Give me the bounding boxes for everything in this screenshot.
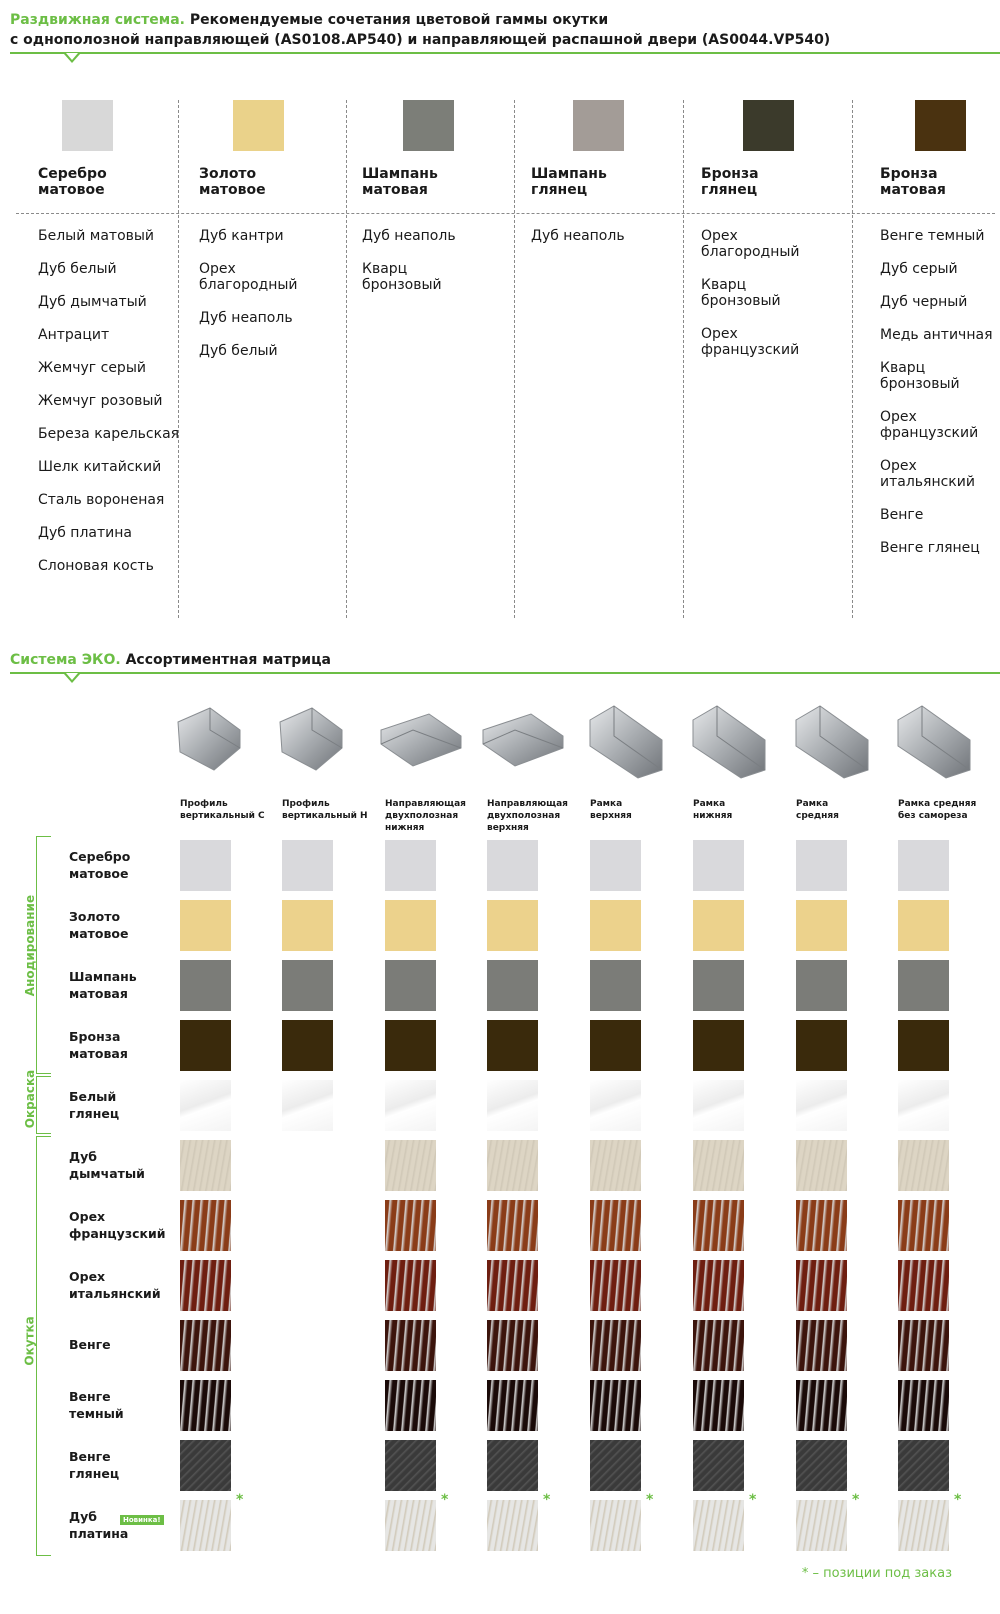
row-label: Орех французский <box>69 1209 166 1241</box>
color-cell <box>282 1080 333 1131</box>
color-cell <box>898 960 949 1011</box>
section1-notch <box>64 54 80 63</box>
list-item: Венге <box>880 507 924 523</box>
column-divider <box>852 100 853 618</box>
color-cell <box>385 840 436 891</box>
profile-label-8: Рамка средняя без самореза <box>898 799 977 821</box>
color-cell <box>693 1080 744 1131</box>
color-cell <box>385 1200 436 1251</box>
list-item: Венге глянец <box>880 540 980 556</box>
group-label-2: Окраска <box>22 1069 37 1129</box>
color-cell <box>590 1200 641 1251</box>
color-cell <box>282 1020 333 1071</box>
color-cell <box>385 1440 436 1491</box>
color-cell <box>693 1380 744 1431</box>
list-item: Дуб белый <box>38 261 117 277</box>
list-item: Орех французский <box>880 409 979 441</box>
color-cell <box>487 1200 538 1251</box>
section1-title-line1: Рекомендуемые сочетания цветовой гаммы окутки <box>189 12 609 28</box>
color-cell <box>693 1020 744 1071</box>
color-cell <box>898 1380 949 1431</box>
list-item: Жемчуг розовый <box>38 393 163 409</box>
list-item: Кварц бронзовый <box>701 277 781 309</box>
color-cell <box>487 840 538 891</box>
section1-title-line2: с однополозной направляющей (AS0108.AP540) и направляющей распашной двери (AS0044.VP540) <box>10 32 831 48</box>
profile-label-1: Профиль вертикальный С <box>180 799 265 821</box>
column-title-3: Шампань матовая <box>362 166 438 198</box>
color-cell <box>487 900 538 951</box>
column-list-4 <box>531 228 625 261</box>
order-star: * <box>749 1492 757 1508</box>
list-item: Сталь вороненая <box>38 492 165 508</box>
color-cell <box>590 1260 641 1311</box>
list-item: Кварц бронзовый <box>362 261 442 293</box>
list-item: Орех французский <box>701 326 800 358</box>
color-cell <box>898 1080 949 1131</box>
column-title-6: Бронза матовая <box>880 166 946 198</box>
color-cell <box>693 1140 744 1191</box>
swatch-1 <box>62 100 113 151</box>
list-item: Дуб платина <box>38 525 132 541</box>
row-label: Белый глянец <box>69 1089 120 1121</box>
color-cell <box>385 1380 436 1431</box>
row-label: Дуб дымчатый <box>69 1149 145 1181</box>
column-title-4: Шампань глянец <box>531 166 607 198</box>
list-item: Медь античная <box>880 327 993 343</box>
list-item: Береза карельская <box>38 426 180 442</box>
color-cell <box>796 1260 847 1311</box>
color-cell <box>590 1080 641 1131</box>
list-item: Жемчуг серый <box>38 360 146 376</box>
color-cell <box>693 1320 744 1371</box>
profile-image-1 <box>170 700 260 780</box>
color-cell <box>693 1440 744 1491</box>
color-cell <box>487 1020 538 1071</box>
color-cell <box>282 960 333 1011</box>
color-cell <box>487 1440 538 1491</box>
column-divider <box>346 100 347 618</box>
color-cell <box>590 1440 641 1491</box>
color-cell <box>796 900 847 951</box>
color-cell <box>590 1500 641 1551</box>
color-cell <box>898 1140 949 1191</box>
column-list-1 <box>38 228 179 591</box>
list-item: Дуб серый <box>880 261 958 277</box>
profile-image-3 <box>375 700 465 780</box>
color-cell <box>898 1260 949 1311</box>
group-bracket-2 <box>36 1076 51 1134</box>
list-item: Орех благородный <box>199 261 298 293</box>
row-label: Венге <box>69 1337 111 1352</box>
color-cell <box>796 1320 847 1371</box>
swatch-2 <box>233 100 284 151</box>
color-cell <box>385 1500 436 1551</box>
section2-rule <box>10 672 1000 674</box>
section2-title-rest: Ассортиментная матрица <box>125 652 331 668</box>
profile-label-7: Рамка средняя <box>796 799 839 821</box>
color-cell <box>282 900 333 951</box>
color-cell <box>487 1080 538 1131</box>
order-star: * <box>236 1492 244 1508</box>
list-item: Дуб неаполь <box>531 228 625 244</box>
color-cell <box>385 900 436 951</box>
color-cell <box>180 840 231 891</box>
section2-title <box>10 650 331 670</box>
color-cell <box>385 1320 436 1371</box>
color-cell <box>796 840 847 891</box>
color-cell <box>385 960 436 1011</box>
color-cell <box>796 1080 847 1131</box>
list-item: Дуб неаполь <box>362 228 456 244</box>
column-title-2: Золото матовое <box>199 166 266 198</box>
header-divider <box>16 213 995 214</box>
section1-title-green: Раздвижная система. <box>10 12 185 28</box>
color-cell <box>487 960 538 1011</box>
color-cell <box>796 1140 847 1191</box>
list-item: Орех благородный <box>701 228 800 260</box>
row-label: Орех итальянский <box>69 1269 161 1301</box>
order-star: * <box>543 1492 551 1508</box>
color-cell <box>180 1320 231 1371</box>
row-label: Серебро матовое <box>69 849 131 881</box>
color-cell <box>487 1380 538 1431</box>
color-cell <box>385 1020 436 1071</box>
color-cell <box>180 1500 231 1551</box>
column-divider <box>683 100 684 618</box>
column-list-3 <box>362 228 456 310</box>
swatch-6 <box>915 100 966 151</box>
color-cell <box>487 1320 538 1371</box>
color-cell <box>898 1440 949 1491</box>
color-cell <box>180 1020 231 1071</box>
color-cell <box>898 1500 949 1551</box>
swatch-3 <box>403 100 454 151</box>
color-cell <box>180 1200 231 1251</box>
profile-image-8 <box>888 700 978 780</box>
swatch-4 <box>573 100 624 151</box>
color-cell <box>796 1020 847 1071</box>
list-item: Кварц бронзовый <box>880 360 960 392</box>
color-cell <box>590 1020 641 1071</box>
column-divider <box>514 100 515 618</box>
column-list-6 <box>880 228 993 573</box>
color-cell <box>898 1020 949 1071</box>
column-title-5: Бронза глянец <box>701 166 759 198</box>
profile-image-6 <box>683 700 773 780</box>
color-cell <box>693 1260 744 1311</box>
color-cell <box>385 1140 436 1191</box>
color-cell <box>898 1320 949 1371</box>
profile-image-7 <box>786 700 876 780</box>
color-cell <box>590 900 641 951</box>
profile-image-4 <box>477 700 567 780</box>
list-item: Дуб кантри <box>199 228 284 244</box>
row-label: Бронза матовая <box>69 1029 128 1061</box>
section1-title <box>10 10 830 50</box>
profile-label-6: Рамка нижняя <box>693 799 733 821</box>
group-label-3: Окутка <box>22 1316 37 1366</box>
profile-label-3: Направляющая двухполозная нижняя <box>385 799 466 833</box>
order-star: * <box>954 1492 962 1508</box>
column-list-5 <box>701 228 800 375</box>
color-cell <box>590 840 641 891</box>
color-cell <box>590 1140 641 1191</box>
color-cell <box>898 1200 949 1251</box>
color-cell <box>487 1140 538 1191</box>
order-star: * <box>646 1492 654 1508</box>
color-cell <box>180 1140 231 1191</box>
color-cell <box>693 1200 744 1251</box>
profile-label-4: Направляющая двухполозная верхняя <box>487 799 568 833</box>
color-cell <box>180 1380 231 1431</box>
list-item: Орех итальянский <box>880 458 975 490</box>
color-cell <box>385 1080 436 1131</box>
color-cell <box>385 1260 436 1311</box>
color-cell <box>796 1380 847 1431</box>
section1-rule <box>10 52 1000 54</box>
list-item: Дуб белый <box>199 343 278 359</box>
footnote: * – позиции под заказ <box>801 1566 952 1581</box>
list-item: Дуб неаполь <box>199 310 293 326</box>
list-item: Дуб дымчатый <box>38 294 147 310</box>
color-cell <box>796 1440 847 1491</box>
order-star: * <box>441 1492 449 1508</box>
row-label: Золото матовое <box>69 909 129 941</box>
section2-title-green: Система ЭКО. <box>10 652 121 668</box>
color-cell <box>487 1500 538 1551</box>
list-item: Дуб черный <box>880 294 968 310</box>
color-cell <box>590 1320 641 1371</box>
order-star: * <box>852 1492 860 1508</box>
profile-label-2: Профиль вертикальный Н <box>282 799 368 821</box>
color-cell <box>590 1380 641 1431</box>
row-label: Венге темный <box>69 1389 124 1421</box>
color-cell <box>898 900 949 951</box>
color-cell <box>282 840 333 891</box>
section2-notch <box>64 674 80 683</box>
list-item: Шелк китайский <box>38 459 162 475</box>
profile-label-5: Рамка верхняя <box>590 799 632 821</box>
color-cell <box>487 1260 538 1311</box>
column-divider <box>178 100 179 618</box>
color-cell <box>180 900 231 951</box>
color-cell <box>898 840 949 891</box>
row-label: Дуб платина <box>69 1509 129 1541</box>
row-label: Шампань матовая <box>69 969 137 1001</box>
group-bracket-1 <box>36 836 51 1074</box>
color-cell <box>180 1260 231 1311</box>
group-bracket-3 <box>36 1136 51 1556</box>
column-list-2 <box>199 228 298 376</box>
color-cell <box>796 960 847 1011</box>
color-cell <box>693 900 744 951</box>
list-item: Белый матовый <box>38 228 155 244</box>
swatch-5 <box>743 100 794 151</box>
color-cell <box>693 960 744 1011</box>
row-label: Венге глянец <box>69 1449 120 1481</box>
list-item: Слоновая кость <box>38 558 154 574</box>
list-item: Антрацит <box>38 327 110 343</box>
color-cell <box>796 1200 847 1251</box>
color-cell <box>180 1080 231 1131</box>
group-label-1: Анодирование <box>23 894 38 997</box>
column-title-1: Серебро матовое <box>38 166 107 198</box>
new-badge: Новинка! <box>120 1515 164 1525</box>
color-cell <box>693 840 744 891</box>
color-cell <box>180 1440 231 1491</box>
color-cell <box>180 960 231 1011</box>
profile-image-5 <box>580 700 670 780</box>
color-cell <box>590 960 641 1011</box>
list-item: Венге темный <box>880 228 985 244</box>
color-cell <box>693 1500 744 1551</box>
profile-image-2 <box>272 700 362 780</box>
color-cell <box>796 1500 847 1551</box>
